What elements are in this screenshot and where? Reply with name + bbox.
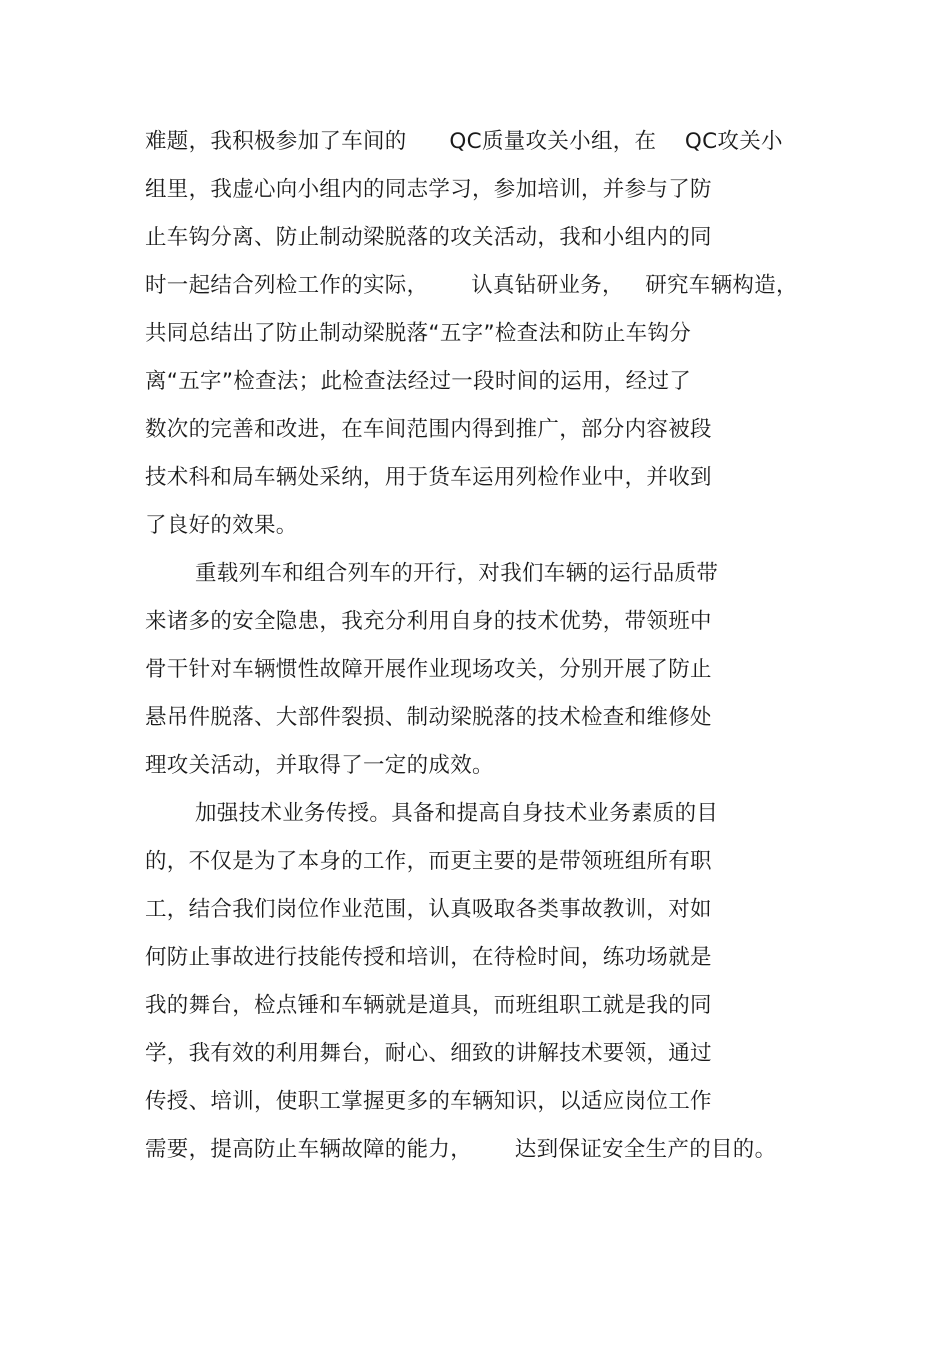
text-line: 需要，提高防止车辆故障的能力， 达到保证安全生产的目的。 [145,1137,777,1162]
text-line: 何防止事故进行技能传授和培训，在待检时间，练功场就是 [145,945,712,970]
text-line: 数次的完善和改进，在车间范围内得到推广，部分内容被段 [145,417,712,442]
text-line: 时一起结合列检工作的实际， 认真钻研业务， 研究车辆构造， [145,273,798,298]
text-line: 悬吊件脱落、大部件裂损、制动梁脱落的技术检查和维修处 [145,705,712,730]
text-line: 的，不仅是为了本身的工作，而更主要的是带领班组所有职 [145,849,712,874]
text-line: 工，结合我们岗位作业范围，认真吸取各类事故教训，对如 [145,897,712,922]
text-line: 离“五字”检查法；此检查法经过一段时间的运用，经过了 [145,369,692,394]
text-line: 止车钩分离、防止制动梁脱落的攻关活动，我和小组内的同 [145,225,712,250]
text-line: 学，我有效的利用舞台，耐心、细致的讲解技术要领，通过 [145,1041,712,1066]
text-line: 来诸多的安全隐患，我充分利用自身的技术优势，带领班中 [145,609,712,634]
text-line: 难题，我积极参加了车间的 QC质量攻关小组，在 QC攻关小 [145,129,783,154]
text-line: 骨干针对车辆惯性故障开展作业现场攻关，分别开展了防止 [145,657,712,682]
text-line: 传授、培训，使职工掌握更多的车辆知识，以适应岗位工作 [145,1089,712,1114]
paragraph-first-line: 重载列车和组合列车的开行，对我们车辆的运行品质带 [195,561,719,586]
text-line: 技术科和局车辆处采纳，用于货车运用列检作业中，并收到 [145,465,712,490]
text-line: 了良好的效果。 [145,513,298,538]
body-text [145,118,845,1174]
text-line: 共同总结出了防止制动梁脱落“五字”检查法和防止车钩分 [145,321,692,346]
paragraph-first-line: 加强技术业务传授。具备和提高自身技术业务素质的目 [195,801,719,826]
text-line: 理攻关活动，并取得了一定的成效。 [145,753,494,778]
text-line: 我的舞台，检点锤和车辆就是道具，而班组职工就是我的同 [145,993,712,1018]
text-line: 组里，我虚心向小组内的同志学习，参加培训，并参与了防 [145,177,712,202]
